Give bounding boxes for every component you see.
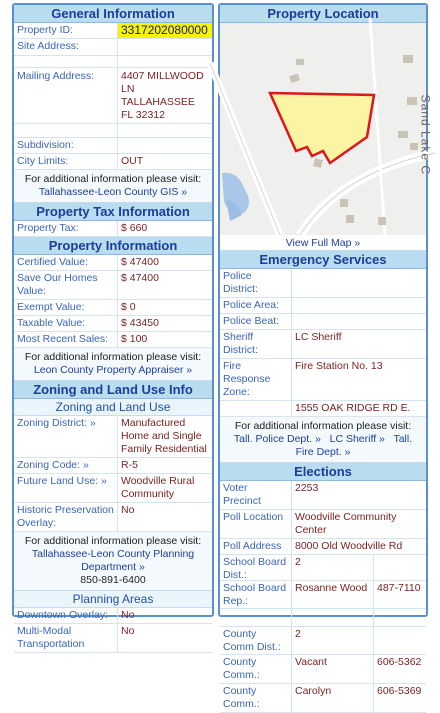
zoning-header: Zoning and Land Use Info (14, 381, 212, 399)
view-full-map-link[interactable]: View Full Map » (220, 235, 426, 251)
fire-zone-row (220, 359, 426, 401)
city-limits-row (14, 154, 212, 170)
county-comm-row (220, 655, 426, 684)
police-area-label: Police Area: (220, 298, 292, 313)
sheriff-row (220, 330, 426, 359)
historic-row (14, 503, 212, 532)
planning-phone: 850-891-6400 (80, 574, 146, 586)
exempt-value-label: Exempt Value: (14, 300, 118, 315)
subdivision-row (14, 138, 212, 154)
police-district-label: Police District: (220, 269, 292, 297)
poll-address-value: 8000 Old Woodville Rd (295, 540, 403, 552)
school-board-dist-value: 2 (292, 555, 374, 580)
county-comm2-phone: 606-5369 (377, 685, 422, 697)
county-comm-dist-value: 2 (292, 627, 374, 654)
school-board-rep-label: School Board Rep.: (220, 581, 292, 608)
gis-link[interactable]: Tallahassee-Leon County GIS » (38, 186, 188, 198)
exempt-value-row (14, 300, 212, 316)
map-graphic (220, 23, 426, 235)
appraiser-info-text: For additional information please visit: (24, 351, 202, 363)
gis-info-text: For additional information please visit: (24, 173, 202, 185)
fire-address-row (220, 401, 426, 417)
recent-sales-value: $ 100 (121, 333, 148, 345)
police-beat-label: Police Beat: (220, 314, 292, 329)
planning-info-text: For additional information please visit: (24, 535, 202, 547)
zoning-subheader: Zoning and Land Use (14, 399, 212, 416)
fire-address-value: 1555 OAK RIDGE RD E. (295, 402, 411, 414)
subdivision-label: Subdivision: (14, 138, 118, 153)
mailing-address-line1: 4407 MILLWOOD LN (121, 70, 204, 95)
historic-value: No (121, 504, 135, 516)
county-comm-phone: 606-5362 (377, 656, 422, 668)
planning-dept-link[interactable]: Tallahassee-Leon County Planning Department » (31, 548, 195, 573)
blank-cell (220, 401, 292, 416)
site-address-row (14, 39, 212, 56)
blank-row (14, 124, 212, 138)
school-board-rep-row (220, 581, 426, 609)
zoning-district-value: Manufactured Home and Single Family Residential (121, 417, 207, 455)
save-homes-row (14, 271, 212, 300)
sheriff-value: LC Sheriff (295, 331, 342, 343)
taxable-value-label: Taxable Value: (14, 316, 118, 331)
certified-value-row (14, 255, 212, 271)
property-map[interactable] (220, 23, 432, 235)
downtown-overlay-label: Downtown Overlay: (14, 608, 118, 623)
mailing-address-value (118, 68, 212, 123)
voter-precinct-value: 2253 (295, 482, 319, 494)
planning-areas-header: Planning Areas (14, 591, 212, 608)
property-info-header: Property Information (14, 237, 212, 255)
exempt-value: $ 0 (121, 301, 136, 313)
downtown-overlay-row (14, 608, 212, 624)
right-panel (218, 3, 432, 710)
county-comm2-label: County Comm.: (220, 684, 292, 712)
poll-address-row (220, 539, 426, 555)
property-location-header: Property Location (220, 5, 426, 23)
police-beat-value (292, 314, 426, 329)
zoning-district-row (14, 416, 212, 458)
appraiser-info (14, 348, 212, 381)
voter-precinct-label: Voter Precinct (220, 481, 292, 509)
poll-address-label: Poll Address (220, 539, 292, 554)
left-panel (12, 3, 214, 650)
general-info-header: General Information (14, 5, 212, 23)
blank-row (14, 56, 212, 68)
poll-location-row (220, 510, 426, 539)
site-address-label: Site Address: (14, 39, 118, 55)
mailing-address-line2: TALLAHASSEE FL 32312 (121, 96, 195, 121)
blank-cell (374, 609, 426, 626)
city-limits-label: City Limits: (14, 154, 118, 169)
street-label: Sand Lake C (418, 94, 432, 175)
gis-info (14, 170, 212, 203)
blank-cell (14, 56, 118, 67)
multimodal-label: Multi-Modal Transportation (14, 624, 118, 652)
county-comm2-name: Carolyn (292, 684, 374, 712)
school-board-dist-row (220, 555, 426, 581)
tax-info-header: Property Tax Information (14, 203, 212, 221)
fire-zone-label: Fire Response Zone: (220, 359, 292, 400)
historic-label: Historic Preservation Overlay: (14, 503, 118, 531)
property-id-row (14, 23, 212, 39)
sheriff-link[interactable]: LC Sheriff » (329, 433, 385, 445)
site-address-value (118, 39, 212, 55)
multimodal-value: No (121, 625, 135, 637)
blank-cell (118, 124, 212, 137)
city-limits-value: OUT (121, 155, 144, 167)
appraiser-link[interactable]: Leon County Property Appraiser » (33, 364, 193, 376)
certified-value-label: Certified Value: (14, 255, 118, 270)
certified-value: $ 47400 (121, 256, 159, 268)
taxable-value: $ 43450 (121, 317, 159, 329)
emergency-header: Emergency Services (220, 251, 426, 269)
save-homes-label: Save Our Homes Value: (14, 271, 118, 299)
planning-dept-info (14, 532, 212, 591)
school-board-dist-label: School Board Dist.: (220, 555, 292, 580)
police-area-value (292, 298, 426, 313)
zoning-code-value: R-5 (121, 459, 138, 471)
zoning-code-row (14, 458, 212, 474)
emergency-info (220, 417, 426, 463)
school-board-rep-phone: 487-7110 (377, 582, 421, 594)
voter-precinct-row (220, 481, 426, 510)
fire-zone-value: Fire Station No. 13 (295, 360, 383, 372)
zoning-code-label[interactable]: Zoning Code: » (14, 458, 118, 473)
police-beat-row (220, 314, 426, 330)
save-homes-value: $ 47400 (121, 272, 159, 284)
poll-location-value: Woodville Community Center (295, 511, 397, 536)
blank-cell (14, 124, 118, 137)
sheriff-label: Sheriff District: (220, 330, 292, 358)
police-district-row (220, 269, 426, 298)
recent-sales-row (14, 332, 212, 348)
county-comm2-row (220, 684, 426, 713)
poll-location-label: Poll Location (220, 510, 292, 538)
blank-cell (118, 56, 212, 67)
fire-dept-link[interactable]: Tall. Fire Dept. » (295, 433, 413, 458)
county-comm-label: County Comm.: (220, 655, 292, 683)
future-land-use-label[interactable]: Future Land Use: » (14, 474, 118, 502)
property-tax-value: $ 660 (121, 222, 148, 234)
zoning-district-label[interactable]: Zoning District: » (14, 416, 118, 457)
elections-header: Elections (220, 463, 426, 481)
blank-row (220, 609, 426, 627)
police-dept-link[interactable]: Tall. Police Dept. » (233, 433, 321, 445)
subdivision-value (118, 138, 212, 153)
future-land-use-row (14, 474, 212, 503)
county-comm-dist-row (220, 627, 426, 655)
taxable-value-row (14, 316, 212, 332)
property-id-label: Property ID: (14, 23, 118, 38)
multimodal-row (14, 624, 212, 653)
downtown-overlay-value: No (121, 609, 135, 621)
future-land-use-value: Woodville Rural Community (121, 475, 195, 500)
mailing-address-row (14, 68, 212, 124)
blank-cell (374, 555, 426, 580)
property-id-value: 3317202080000 (118, 23, 212, 38)
blank-cell (374, 627, 426, 654)
police-district-value (292, 269, 426, 297)
blank-cell (292, 609, 374, 626)
property-tax-row (14, 221, 212, 237)
county-comm-dist-label: County Comm Dist.: (220, 627, 292, 654)
emergency-info-text: For additional information please visit: (234, 420, 412, 432)
mailing-address-label: Mailing Address: (14, 68, 118, 123)
county-comm-name: Vacant (292, 655, 374, 683)
blank-cell (220, 609, 292, 626)
recent-sales-label: Most Recent Sales: (14, 332, 118, 347)
police-area-row (220, 298, 426, 314)
school-board-rep-name: Rosanne Wood (292, 581, 374, 608)
property-tax-label: Property Tax: (14, 221, 118, 236)
